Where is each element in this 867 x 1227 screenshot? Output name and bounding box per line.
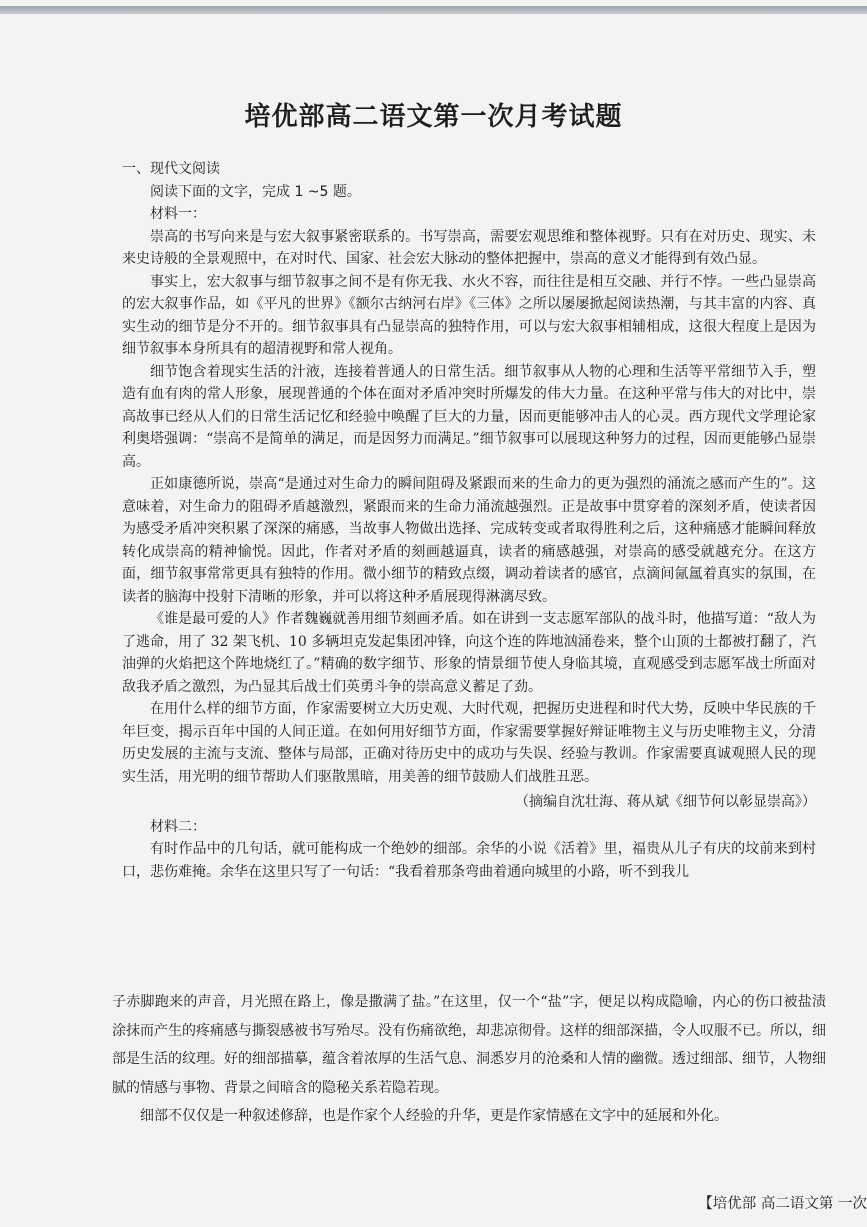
page-title: 培优部高二语文第一次月考试题 bbox=[244, 102, 623, 132]
material2-label: 材料二： bbox=[150, 818, 206, 835]
material1-paragraph: 在用什么样的细节方面，作家需要树立大历史观、大时代观，把握历史进程和时代大势，反映中华民族的千年巨变，揭示百年中国的人间正道。在如何用好细节方面，作家需要掌握好辩证唯物主义与历史唯物主义，分清历史发展的主流与支流、整体与局部，正确对待历史中的成功与失误、经验与教训。作家需要真诚观照人民的现实生活，用光明的细节帮助人们驱散黑暗，用美善的细节鼓励人们战胜丑恶。 bbox=[122, 701, 816, 785]
scan-edge bbox=[0, 6, 867, 14]
reading-content-lower bbox=[112, 988, 826, 1131]
reading-content bbox=[122, 158, 816, 883]
material2-paragraph: 子赤脚跑来的声音，月光照在路上，像是撒满了盐。”在这里，仅一个“盐”字，便足以构成隐喻，内心的伤口被盐渍涂抹而产生的疼痛感与撕裂感被书写殆尽。没有伤痛欲绝，却悲凉彻骨。这样的细部深描，令人叹服不已。所以，细部是生活的纹理。好的细部描摹，蕴含着浓厚的生活气息、洞悉岁月的沧桑和人情的幽微。透过细部、细节，人物细腻的情感与事物、背景之间暗含的隐秘关系若隐若现。 bbox=[112, 994, 826, 1096]
material1-paragraph: 事实上，宏大叙事与细节叙事之间不是有你无我、水火不容，而往往是相互交融、并行不悖。一些凸显崇高的宏大叙事作品，如《平凡的世界》《额尔古纳河右岸》《三体》之所以屡屡掀起阅读热潮，与其丰富的内容、真实生动的细节是分不开的。细节叙事具有凸显崇高的独特作用，可以与宏大叙事相辅相成，这很大程度上是因为细节叙事本身所具有的超清视野和常人视角。 bbox=[122, 273, 816, 357]
material1-label: 材料一： bbox=[150, 206, 206, 222]
material1-source: （摘编自沈壮海、蒋从斌《细节何以彰显崇高》） bbox=[515, 794, 816, 810]
material2-paragraph: 有时作品中的几句话，就可能构成一个绝妙的细部。余华的小说《活着》里，福贵从儿子有庆的坟前来到村口，悲伤难掩。余华在这里只写了一句话：“我看着那条弯曲着通向城里的小路，听不到我儿 bbox=[122, 841, 816, 880]
section-heading: 一、现代文阅读 bbox=[122, 161, 220, 177]
material1-paragraph: 崇高的书写向来是与宏大叙事紧密联系的。书写崇高，需要宏观思维和整体视野。只有在对历史、现实、未来史诗般的全景观照中，在对时代、国家、社会宏大脉动的整体把握中，崇高的意义才能得到有效凸显。 bbox=[122, 228, 816, 267]
instruction: 阅读下面的文字，完成 1 ~5 题。 bbox=[150, 183, 361, 200]
material1-paragraph: 《谁是最可爱的人》作者魏巍就善用细节刻画矛盾。如在讲到一支志愿军部队的战斗时，他描写道：“敌人为了逃命，用了 32 架飞机、10 多辆坦克发起集团冲锋，向这个连的阵地汹涌卷来，整个山顶的土都被打翻了，汽油弹的火焰把这个阵地烧红了。”精确的数字细节、形象的情景细节使人身临其境，直观感受到志愿军战士所面对敌我矛盾之激烈，为凸显其后战士们英勇斗争的崇高意义蓄足了劲。 bbox=[122, 611, 816, 695]
material2-paragraph: 细部不仅仅是一种叙述修辞，也是作家个人经验的升华，更是作家情感在文字中的延展和外化。 bbox=[140, 1108, 728, 1124]
material1-paragraph: 正如康德所说，崇高“是通过对生命力的瞬间阻碍及紧跟而来的生命力的更为强烈的涌流之感而产生的”。这意味着，对生命力的阻碍矛盾越激烈，紧跟而来的生命力涌流越强烈。正是故事中贯穿着的深刻矛盾，使读者因为感受矛盾冲突积累了深深的痛感，当故事人物做出选择、完成转变或者取得胜利之后，这种痛感才能瞬间释放转化成崇高的精神愉悦。因此，作者对矛盾的刻画越逼真，读者的痛感越强，对崇高的感受就越充分。在这方面，细节叙事常常更具有独特的作用。微小细节的精致点缀，调动着读者的感官，点滴间氤氲着真实的氛围，在读者的脑海中投射下清晰的形象，并可以将这种矛盾展现得淋漓尽致。 bbox=[122, 476, 816, 605]
page-footer: 【培优部 高二语文第 一次 bbox=[698, 1196, 867, 1212]
material1-paragraph: 细节饱含着现实生活的汁液，连接着普通人的日常生活。细节叙事从人物的心理和生活等平常细节入手，塑造有血有肉的常人形象，展现普通的个体在面对矛盾冲突时所爆发的伟大力量。在这种平常与伟大的对比中，崇高故事已经从人们的日常生活记忆和经验中唤醒了巨大的力量，因而更能够冲击人的心灵。西方现代文学理论家利奥塔强调：“崇高不是简单的满足，而是因努力而满足。”细节叙事可以展现这种努力的过程，因而更能够凸显崇高。 bbox=[122, 363, 816, 470]
